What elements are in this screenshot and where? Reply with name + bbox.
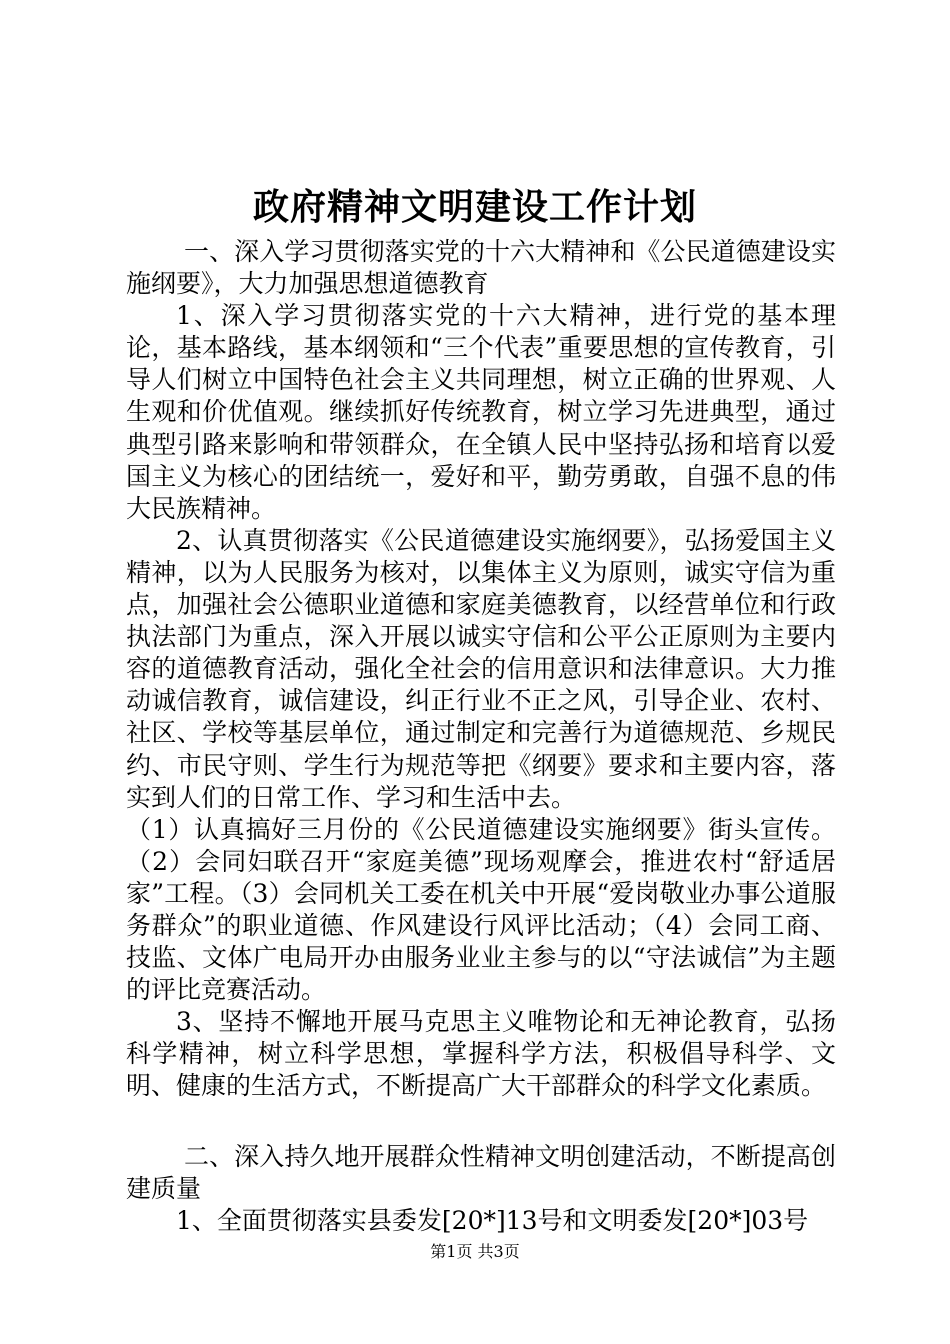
document-title: 政府精神文明建设工作计划 [252, 186, 697, 228]
paragraph-1-2-items: （1）认真搞好三月份的《公民道德建设实施纲要》街头宣传。（2）会同妇联召开“家庭美德”现场观摩会，推进农村“舒适居家”工程。（3）会同机关工委在机关中开展“爱岗敬业办事公道服务群众”的职业道德、作风建设行风评比活动；（4）会同工商、技监、文体广电局开办由服务业业主参与的以“守法诚信”为主题的评比竞赛活动。 [126, 814, 836, 1005]
page-number: 第1页 共3页 [430, 1242, 520, 1261]
section-heading-2: 二、深入持久地开展群众性精神文明创建活动，不断提高创建质量 [126, 1141, 836, 1203]
paragraph-1-1: 1、深入学习贯彻落实党的十六大精神，进行党的基本理论，基本路线，基本纲领和“三个代表”重要思想的宣传教育，引导人们树立中国特色社会主义共同理想，树立正确的世界观、人生观和价优值观。继续抓好传统教育，树立学习先进典型，通过典型引路来影响和带领群众，在全镇人民中坚持弘扬和培育以爱国主义为核心的团结统一，爱好和平，勤劳勇敢，自强不息的伟大民族精神。 [126, 301, 836, 523]
paragraph-gap [126, 1103, 836, 1141]
paragraph-1-2: 2、认真贯彻落实《公民道德建设实施纲要》，弘扬爱国主义精神，以为人民服务为核对，以集体主义为原则，诚实守信为重点，加强社会公德职业道德和家庭美德教育，以经营单位和行政执法部门为重点，深入开展以诚实守信和公平公正原则为主要内容的道德教育活动，强化全社会的信用意识和法律意识。大力推动诚信教育，诚信建设，纠正行业不正之风，引导企业、农村、社区、学校等基层单位，通过制定和完善行为道德规范、乡规民约、市民守则、学生行为规范等把《纲要》要求和主要内容，落实到人们的日常工作、学习和生活中去。 [126, 525, 836, 812]
document-body [126, 236, 836, 1237]
paragraph-2-1: 1、全面贯彻落实县委发[20*]13号和文明委发[20*]03号 [176, 1205, 809, 1235]
section-heading-1: 一、深入学习贯彻落实党的十六大精神和《公民道德建设实施纲要》，大力加强思想道德教育 [126, 237, 836, 299]
paragraph-1-3: 3、坚持不懈地开展马克思主义唯物论和无神论教育，弘扬科学精神，树立科学思想，掌握科学方法，积极倡导科学、文明、健康的生活方式，不断提高广大干部群众的科学文化素质。 [126, 1007, 836, 1101]
